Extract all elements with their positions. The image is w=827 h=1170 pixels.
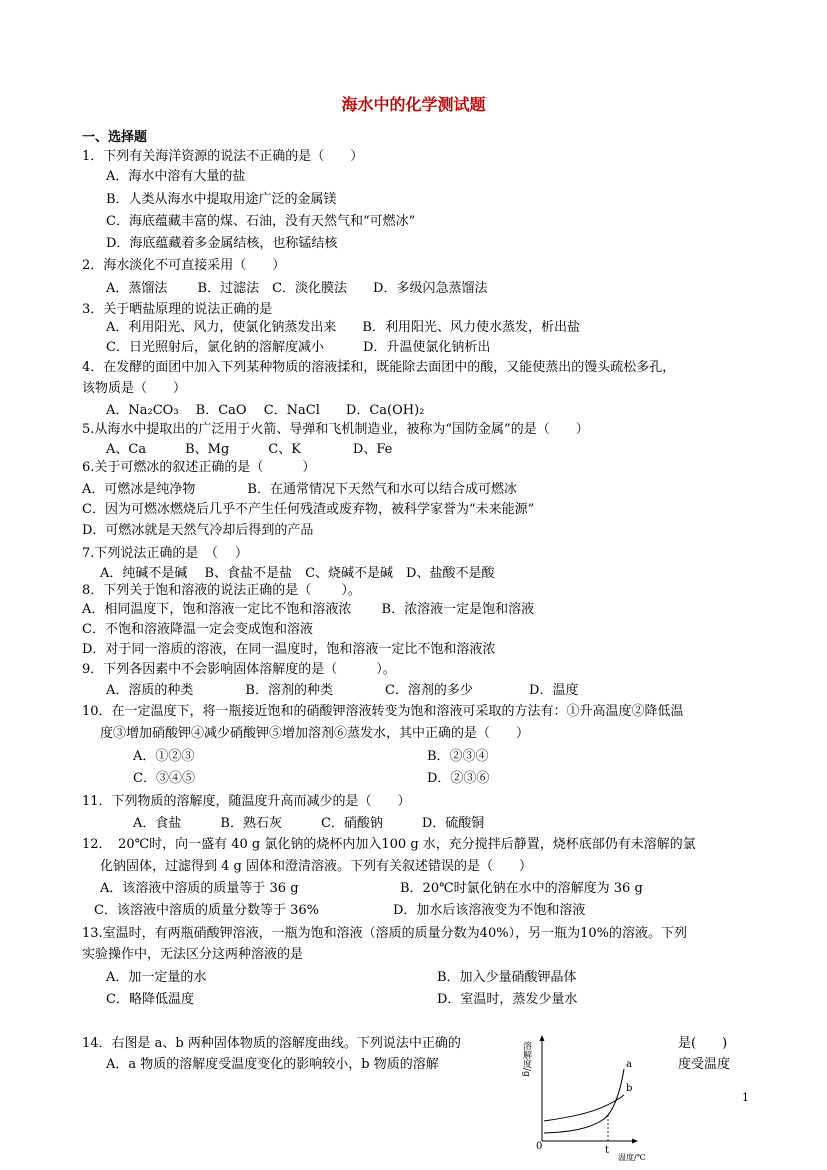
text-line: 5.从海水中提取出的广泛用于火箭、导弹和飞机制造业，被称为“国防金属”的是（ ）	[82, 422, 589, 437]
text-line: C．不饱和溶液降温一定会变成饱和溶液	[82, 622, 313, 637]
text-line: D．室温时，蒸发少量水	[437, 992, 578, 1007]
text-line: B．②③④	[427, 749, 489, 764]
curve-b-label: b	[626, 1083, 633, 1094]
solubility-curve-figure	[520, 1033, 646, 1165]
text-line: A．加一定量的水	[106, 970, 207, 985]
text-line: A．a 物质的溶解度受温度变化的影响较小，b 物质的溶解	[106, 1057, 439, 1072]
text-line: A．利用阳光、风力，使氯化钠蒸发出来 B．利用阳光、风力使水蒸发，析出盐	[106, 320, 580, 335]
text-line: C．该溶液中溶质的质量分数等于 36%	[94, 903, 319, 918]
text-line: D．可燃冰就是天然气冷却后得到的产品	[82, 523, 314, 538]
text-line: D．海底蕴藏着多金属结核，也称锰结核	[106, 236, 338, 251]
text-line: 14．右图是 a、b 两种固体物质的溶解度曲线。下列说法中正确的	[82, 1036, 461, 1051]
text-line: C．③④⑤	[133, 771, 195, 786]
text-line: A、Ca B、Mg C、K D、Fe	[106, 442, 393, 457]
figure-xlabel: 温度/℃	[618, 1153, 646, 1162]
text-line: 8．下列关于饱和溶液的说法正确的是（ ）。	[82, 583, 361, 598]
text-line: A．Na₂CO₃ B．CaO C．NaCl D．Ca(OH)₂	[106, 403, 425, 418]
text-line: 9．下列各因素中不会影响固体溶解度的是（ ）。	[82, 662, 396, 677]
text-line: 度受温度	[678, 1057, 731, 1072]
text-line: A．蒸馏法 B．过滤法 C．淡化膜法 D．多级闪急蒸馏法	[106, 281, 488, 296]
text-line: 实验操作中，无法区分这两种溶液的是	[82, 947, 304, 962]
curve-a-label: a	[626, 1059, 632, 1070]
text-line: A．可燃冰是纯净物 B．在通常情况下天然气和水可以结合成可燃冰	[82, 482, 517, 497]
text-line: B．人类从海水中提取用途广泛的金属镁	[106, 192, 337, 207]
text-line: 是( )	[678, 1036, 728, 1051]
text-line: D．②③⑥	[427, 771, 490, 786]
x-axis-arrow	[632, 1139, 638, 1144]
text-line: 2．海水淡化不可直接采用（ ）	[82, 258, 286, 273]
origin-label: 0	[536, 1141, 543, 1152]
text-line: A．①②③	[133, 749, 195, 764]
text-line: 度③增加硝酸钾④减少硝酸钾⑤增加溶剂⑥蒸发水，其中正确的是（ ）	[100, 726, 530, 741]
text-line: B．20℃时氯化钠在水中的溶解度为 36 g	[400, 881, 643, 896]
text-line: 化钠固体，过滤得到 4 g 固体和澄清溶液。下列有关叙述错误的是（ ）	[100, 859, 532, 874]
text-line: 该物质是（ ）	[82, 381, 187, 396]
t-label: t	[605, 1145, 610, 1156]
curve-a	[544, 1069, 624, 1133]
text-line: A．海水中溶有大量的盐	[106, 169, 246, 184]
text-line: C．因为可燃冰燃烧后几乎不产生任何残渣或废弃物，被科学家誉为“未来能源”	[82, 502, 535, 517]
text-line: A．食盐 B．熟石灰 C．硝酸钠 D．硫酸铜	[133, 816, 485, 831]
y-axis-arrow	[540, 1035, 545, 1041]
text-line: 6.关于可燃冰的叙述正确的是（ ）	[82, 460, 316, 475]
text-line: A．纯碱不是碱 B、食盐不是盐 C、烧碱不是碱 D、盐酸不是酸	[100, 566, 495, 581]
section-heading: 一、选择题	[82, 130, 148, 145]
page-number: 1	[742, 1091, 749, 1104]
figure-ylabel: 溶解度/g	[521, 1041, 531, 1077]
text-line: 3．关于晒盐原理的说法正确的是	[82, 302, 273, 317]
text-line: C．略降低温度	[106, 992, 194, 1007]
text-line: C．日光照射后，氯化钠的溶解度减小 D．升温使氯化钠析出	[106, 340, 491, 355]
text-line: A．该溶液中溶质的质量等于 36 g	[100, 881, 299, 896]
text-line: 1．下列有关海洋资源的说法不正确的是（ ）	[82, 149, 364, 164]
text-line: 12． 20℃时，向一盛有 40 g 氯化钠的烧杯内加入100 g 水，充分搅拌后静置，烧杯底部仍有未溶解的氯	[82, 837, 696, 852]
text-line: 13.室温时，有两瓶硝酸钾溶液，一瓶为饱和溶液（溶质的质量分数为40%），另一瓶为10%的溶液。下列	[82, 926, 687, 941]
text-line: C．海底蕴藏丰富的煤、石油，没有天然气和“可燃冰”	[106, 214, 416, 229]
page-title: 海水中的化学测试题	[341, 95, 486, 114]
text-line: 11．下列物质的溶解度，随温度升高而减少的是（ ）	[82, 794, 411, 809]
text-line: 7.下列说法正确的是 （ ）	[82, 546, 249, 561]
text-line: A．溶质的种类 B．溶剂的种类 C．溶剂的多少 D．温度	[106, 683, 579, 698]
text-line: D．加水后该溶液变为不饱和溶液	[393, 903, 586, 918]
text-line: A．相同温度下，饱和溶液一定比不饱和溶液浓 B．浓溶液一定是饱和溶液	[82, 602, 535, 617]
text-line: D．对于同一溶质的溶液，在同一温度时，饱和溶液一定比不饱和溶液浓	[82, 642, 496, 657]
text-line: B．加入少量硝酸钾晶体	[437, 970, 577, 985]
text-line: 4．在发酵的面团中加入下列某种物质的溶液揉和，既能除去面团中的酸，又能使蒸出的馒头疏松多孔，	[82, 360, 676, 375]
text-line: 10．在一定温度下，将一瓶接近饱和的硝酸钾溶液转变为饱和溶液可采取的方法有：①升高温度②降低温	[82, 704, 684, 719]
